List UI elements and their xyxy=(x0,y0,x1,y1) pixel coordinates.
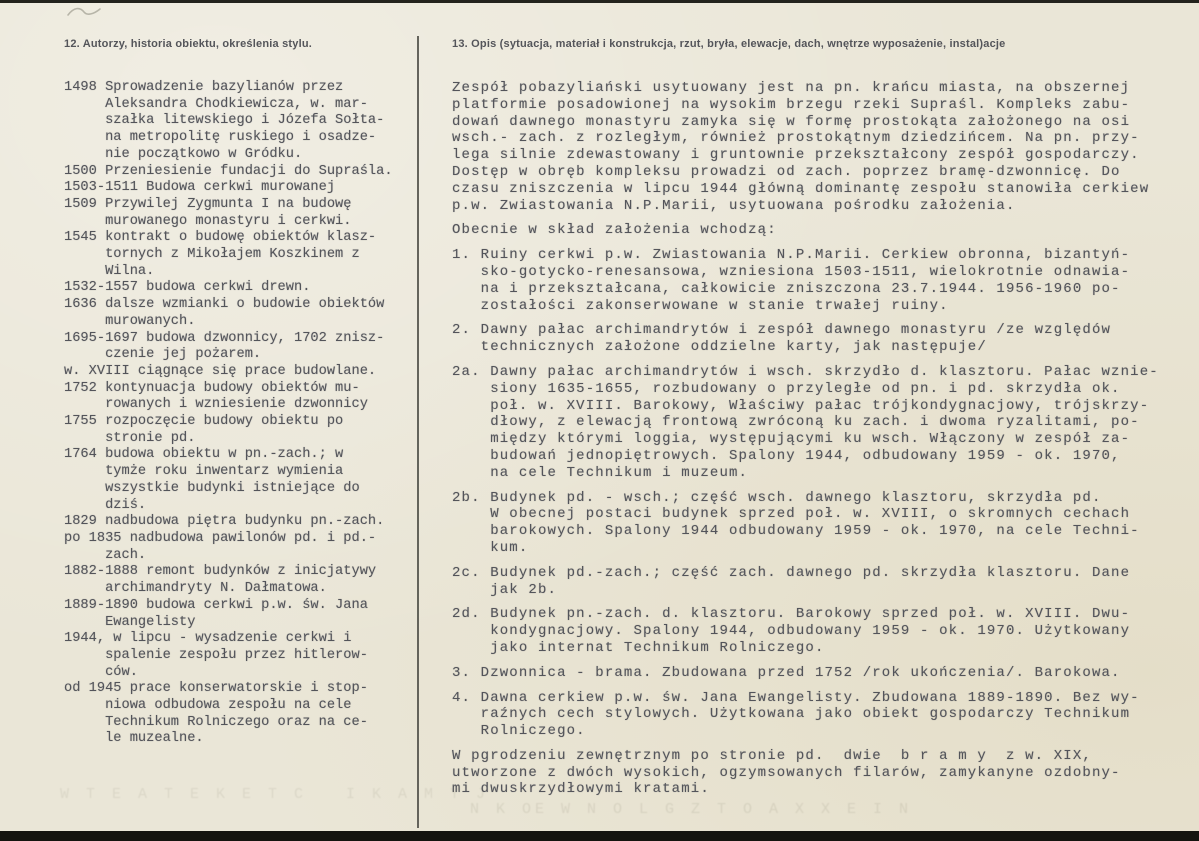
paragraph: Zespół pobazyliański usytuowany jest na pn. krańcu miasta, na obszernej platformie posadowionej na wysokim brzegu rzeki Supraśl. Kompleks zabu- dowań dawnego monastyru zamyka się w formę prostokąta założonego na osi wsch.- zach. z rozległym, również prostokątnym dziedzińcem. Na pn. przy- lega silnie zdewastowany i gruntownie przekształcony zespół gospodarczy. Dostęp w obręb kompleksu prowadzi od zach. poprzez bramę-dzwonnicę. Do czasu zniszczenia w lipcu 1944 główną dominantę zespołu stanowiła cerkiew p.w. Zwiastowania N.P.Marii, usytuowana pośrodku założenia. xyxy=(452,80,1150,214)
paragraph: 2a. Dawny pałac archimandrytów i wsch. skrzydło d. klasztoru. Pałac wznie- siony 1635-1655, rozbudowany o przyległe od pn. i pd. skrzydła ok. poł. w. XVIII. Barokowy, Właściwy pałac trójkondygnacjowy, trójskrzy- dłowy, z elewacją frontową zwróconą ku zach. i dwoma ryzalitami, po- między którymi loggia, występującymi ku wsch. Włączony w zespół za- budowań jednopiętrowych. Spalony 1944, odbudowany 1959 - ok. 1970, na cele Technikum i muzeum. xyxy=(452,363,1159,481)
scan-edge-top xyxy=(0,0,1199,3)
paragraph: 2b. Budynek pd. - wsch.; część wsch. dawnego klasztoru, skrzydła pd. W obecnej postaci budynek sprzed poł. w. XVIII, o skromnych cechach barokowych. Spalony 1944 odbudowany 1959 - ok. 1970, na cele Techni- kum. xyxy=(452,489,1140,556)
section-13-header: 13. Opis (sytuacja, materiał i konstrukcja, rzut, bryła, elewacje, dach, wnętrze wyposażenie, instal)acje xyxy=(452,38,1006,50)
paragraph: Obecnie w skład założenia wchodzą: xyxy=(452,222,777,239)
history-chronology-text: 1498 Sprowadzenie bazylianów przez Aleksandra Chodkiewicza, w. mar- szałka litewskiego i Józefa Sołta- na metropolitę ruskiego i osadze- nie początkowo w Gródku. 1500 Przeniesienie fundacji do Supraśla. 1503-1511 Budowa cerkwi murowanej 1509 Przywilej Zygmunta I na budowę murowanego monastyru i cerkwi. 1545 kontrakt o budowę obiektów klasz- tornych z Mikołajem Koszkinem z Wilna. 1532-1557 budowa cerkwi drewn. 1636 dalsze wzmianki o budowie obiektów murowanych. 1695-1697 budowa dzwonnicy, 1702 znisz- czenie jej pożarem. w. XVIII ciągnące się prace budowlane. 1752 kontynuacja budowy obiektów mu- rowanych i wzniesienie dzwonnicy 1755 rozpoczęcie budowy obiektu po stronie pd. 1764 budowa obiektu w pn.-zach.; w tymże roku inwentarz wymienia wszystkie budynki istniejące do dziś. 1829 nadbudowa piętra budynku pn.-zach. po 1835 nadbudowa pawilonów pd. i pd.- zach. 1882-1888 remont budynków z inicjatywy archimandryty N. Dałmatowa. 1889-1890 budowa cerkwi p.w. św. Jana Ewangelisty 1944, w lipcu - wysadzenie cerkwi i spalenie zespołu przez hitlerow- ców. od 1945 prace konserwatorskie i stop- niowa odbudowa zespołu na cele Technikum Rolniczego oraz na ce- le muzealne. xyxy=(64,80,393,747)
section-12-header: 12. Autorzy, historia obiektu, określenia stylu. xyxy=(64,38,312,50)
paragraph: 4. Dawna cerkiew p.w. św. Jana Ewangelisty. Zbudowana 1889-1890. Bez wy- raźnych cech stylowych. Użytkowana jako obiekt gospodarczy Technikum Rolniczego. xyxy=(452,689,1140,740)
paragraph: 2c. Budynek pd.-zach.; część zach. dawnego pd. skrzydła klasztoru. Dane jak 2b. xyxy=(452,564,1131,598)
scan-edge-bottom xyxy=(0,831,1199,841)
paragraph: W pgrodzeniu zewnętrznym po stronie pd. dwie b r a m y z w. XIX, utworzone z dwóch wysokich, ogzymsowanych filarów, zamykanyne ozdobny- mi dwuskrzydłowymi kratami. xyxy=(452,747,1121,798)
bleedthrough-text: N K OE W N O L G Z T O A X X E I N xyxy=(470,801,913,818)
paragraph: 2. Dawny pałac archimandrytów i zespół dawnego monastyru /ze względów technicznych założone oddzielne karty, jak następuje/ xyxy=(452,322,1112,356)
paragraph: 3. Dzwonnica - brama. Zbudowana przed 1752 /rok ukończenia/. Barokowa. xyxy=(452,664,1121,681)
description-text xyxy=(452,80,1187,806)
column-divider xyxy=(417,36,419,828)
bleedthrough-text: W T E A T E K E T C I K A M Y J xyxy=(60,786,490,803)
pen-mark xyxy=(66,4,102,25)
paragraph: 1. Ruiny cerkwi p.w. Zwiastowania N.P.Marii. Cerkiew obronna, bizantyń- sko-gotycko-renesansowa, wzniesiona 1503-1511, wielokrotnie odnawia- na i przekształcana, całkowicie zniszczona 23.7.1944. 1956-1960 po- zostałości zakonserwowane w stanie trwałej ruiny. xyxy=(452,247,1131,314)
paragraph: 2d. Budynek pn.-zach. d. klasztoru. Barokowy sprzed poł. w. XVIII. Dwu- kondygnacjowy. Spalony 1944, odbudowany 1959 - ok. 1970. Użytkowany jako internat Technikum Rolniczego. xyxy=(452,606,1131,656)
